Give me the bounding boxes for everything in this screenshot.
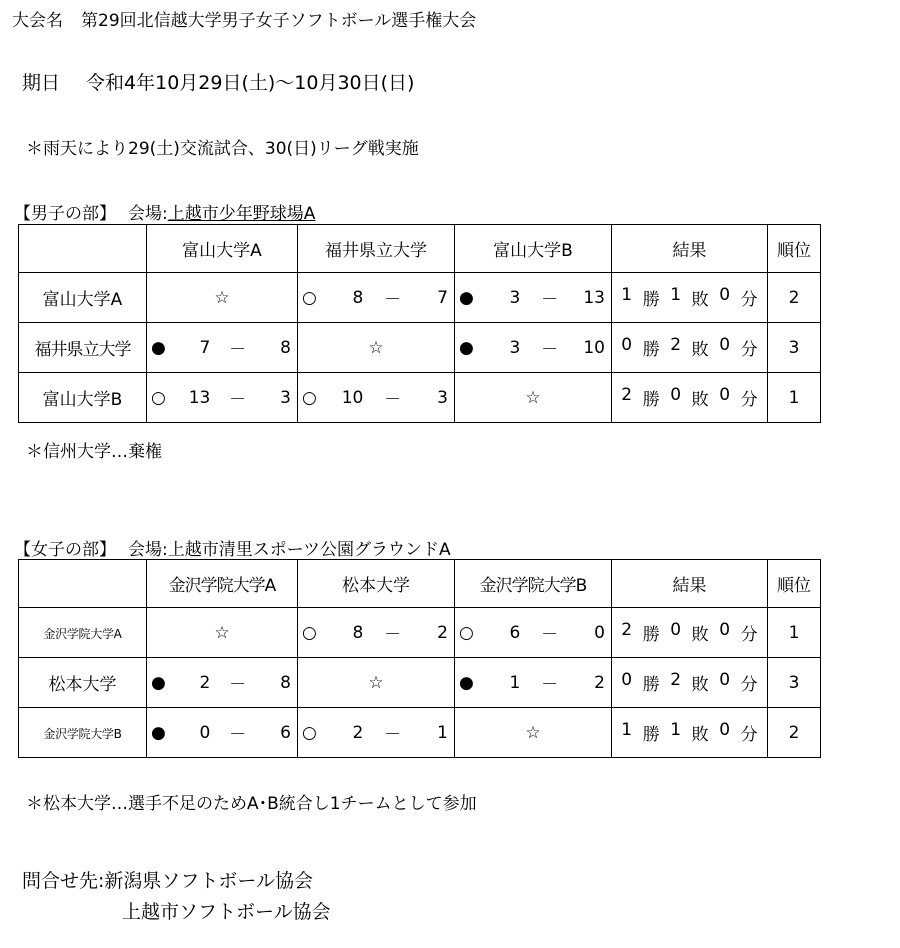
score-cell [455,323,612,373]
record-cell [612,323,768,373]
women-results-table [18,559,821,758]
win-mark-icon: ○ [302,622,317,643]
record [612,385,767,410]
rank: 3 [788,337,800,358]
team-name: 松本大学 [48,675,117,695]
score-opponent: 2 [437,622,448,643]
record-part: 敗 [691,675,709,695]
score-dash: － [229,340,247,360]
record [612,720,767,745]
score-opponent: 3 [437,387,448,408]
column-header [768,560,821,608]
column-header-label: 順位 [777,241,811,261]
record [612,620,767,645]
record-part: 0 [670,620,682,640]
record [612,285,767,310]
event-line [12,6,476,31]
record-cell [612,708,768,758]
star-icon: ☆ [368,337,384,358]
record-part: 2 [621,385,633,405]
score-opponent: 10 [583,337,605,358]
column-header-label: 結果 [672,241,707,261]
column-header [298,560,455,608]
record-part: 分 [740,340,758,360]
score-cell [147,373,298,423]
record-part: 0 [719,670,731,690]
women-venue-name: 上越市清里スポーツ公園グラウンドA [167,540,451,560]
self-match-cell [298,323,455,373]
men-venue-label: 会場: [128,204,168,224]
score [298,373,454,422]
rank-cell [768,323,821,373]
record-part: 0 [621,670,633,690]
column-header [768,225,821,273]
record-part: 分 [740,725,758,745]
team-name: 金沢学院大学B [43,726,122,741]
score [455,608,611,657]
team-name-cell [19,658,147,708]
score-opponent: 7 [437,287,448,308]
column-header [455,225,612,273]
score-opponent: 1 [437,722,448,743]
star-icon: ☆ [525,722,541,743]
men-footnote: ＊信州大学…棄権 [26,442,162,462]
score [298,708,454,757]
score-cell [298,373,455,423]
score-opponent: 0 [594,622,605,643]
score-cell [147,658,298,708]
score-dash: － [541,675,559,695]
team-name-cell [19,708,147,758]
table-row [19,323,821,373]
score-opponent: 2 [594,672,605,693]
record-part: 敗 [691,290,709,310]
rank: 1 [788,387,800,408]
corner-cell [19,225,147,273]
win-mark-icon: ○ [459,622,474,643]
table-row [19,373,821,423]
score [147,323,297,372]
column-header-label: 金沢学院大学B [479,576,587,596]
record-part: 分 [740,675,758,695]
rank: 3 [788,672,800,693]
rank-cell [768,373,821,423]
record-part: 0 [719,335,731,355]
table-row [19,658,821,708]
score-dash: － [384,625,402,645]
record-part: 0 [670,385,682,405]
record-part: 1 [670,285,682,305]
score-own: 1 [509,672,521,693]
win-mark-icon: ○ [302,287,317,308]
score-cell [147,323,298,373]
score [298,608,454,657]
score-own: 6 [509,622,521,643]
rank: 1 [788,622,800,643]
men-results-table [18,224,821,423]
column-header-label: 福井県立大学 [325,241,427,261]
women-footnote: ＊松本大学…選手不足のためA･B統合し1チームとして参加 [26,794,477,814]
event-label: 大会名 [12,11,63,31]
record-part: 2 [621,620,633,640]
men-section-heading [14,199,315,224]
score-dash: － [229,390,247,410]
women-venue-label: 会場: [128,540,168,560]
score-own: 3 [509,337,521,358]
team-name: 富山大学A [42,290,123,310]
team-name-cell [19,323,147,373]
record-part: 1 [621,720,633,740]
contact-org2: 上越市ソフトボール協会 [122,901,331,923]
contact-label: 問合せ先: [22,870,105,892]
record-cell [612,658,768,708]
score-own: 3 [509,287,521,308]
rank: 2 [788,287,800,308]
score [298,273,454,322]
score-own: 7 [199,337,211,358]
record-part: 敗 [691,340,709,360]
record-part: 敗 [691,725,709,745]
record-part: 敗 [691,625,709,645]
record-part: 分 [740,390,758,410]
score-opponent: 6 [280,722,291,743]
score-cell [455,658,612,708]
record-part: 勝 [642,340,660,360]
self-match-cell [147,608,298,658]
table-row [19,708,821,758]
record-part: 敗 [691,390,709,410]
star-icon: ☆ [214,287,230,308]
column-header [147,225,298,273]
score [147,658,297,707]
record-cell [612,608,768,658]
women-section-label: 【女子の部】 [14,540,116,560]
rain-note: ＊雨天により29(土)交流試合、30(日)リーグ戦実施 [26,139,419,159]
record-part: 0 [719,720,731,740]
column-header-label: 順位 [777,576,811,596]
date-line [22,68,414,95]
header-row [19,560,821,608]
score-dash: － [541,625,559,645]
record-cell [612,373,768,423]
star-icon: ☆ [214,622,230,643]
record-part: 1 [621,285,633,305]
win-mark-icon: ○ [151,387,166,408]
column-header-label: 結果 [672,576,707,596]
score [147,373,297,422]
score-cell [455,608,612,658]
team-name: 富山大学B [42,390,123,410]
score-dash: － [541,290,559,310]
team-name: 金沢学院大学A [43,626,122,641]
self-match-cell [298,658,455,708]
self-match-cell [147,273,298,323]
date-label: 期日 [22,72,61,94]
record-cell [612,273,768,323]
corner-cell [19,560,147,608]
loss-mark-icon: ● [151,337,166,358]
record-part: 勝 [642,625,660,645]
win-mark-icon: ○ [302,722,317,743]
score-own: 8 [352,287,364,308]
score [147,708,297,757]
star-icon: ☆ [368,672,384,693]
record-part: 勝 [642,390,660,410]
rank-cell [768,708,821,758]
rank-cell [768,658,821,708]
score-own: 10 [341,387,364,408]
self-match-cell [455,373,612,423]
score [455,658,611,707]
team-name-cell [19,373,147,423]
record-part: 分 [740,625,758,645]
loss-mark-icon: ● [459,672,474,693]
contact-org1: 新潟県ソフトボール協会 [104,870,314,892]
column-header [147,560,298,608]
score-own: 13 [188,387,211,408]
column-header [612,225,768,273]
loss-mark-icon: ● [151,722,166,743]
loss-mark-icon: ● [151,672,166,693]
record-part: 分 [740,290,758,310]
self-match-cell [455,708,612,758]
team-name-cell [19,273,147,323]
rank-cell [768,273,821,323]
column-header [455,560,612,608]
record-part: 0 [719,385,731,405]
column-header [298,225,455,273]
contact-line [22,866,313,893]
score-own: 2 [352,722,364,743]
column-header-label: 富山大学A [182,241,262,261]
score-opponent: 13 [583,287,605,308]
date-value: 令和4年10月29日(土)～10月30日(日) [86,72,415,94]
score [455,273,611,322]
score-cell [455,273,612,323]
score-cell [298,273,455,323]
record-part: 勝 [642,725,660,745]
record-part: 1 [670,720,682,740]
team-name-cell [19,608,147,658]
score-dash: － [384,390,402,410]
score-dash: － [541,340,559,360]
score-own: 0 [199,722,211,743]
win-mark-icon: ○ [302,387,317,408]
record-part: 勝 [642,675,660,695]
event-name: 第29回北信越大学男子女子ソフトボール選手権大会 [81,11,477,31]
team-name: 福井県立大学 [34,340,131,360]
record-part: 2 [670,670,682,690]
table-row [19,273,821,323]
men-venue-name: 上越市少年野球場A [167,204,316,224]
record-part: 勝 [642,290,660,310]
record-part: 0 [719,285,731,305]
loss-mark-icon: ● [459,287,474,308]
score-dash: － [384,290,402,310]
score-opponent: 8 [280,337,291,358]
score-dash: － [229,675,247,695]
score-cell [298,608,455,658]
record [612,335,767,360]
loss-mark-icon: ● [459,337,474,358]
column-header [612,560,768,608]
record [612,670,767,695]
score-dash: － [229,725,247,745]
record-part: 2 [670,335,682,355]
men-section-label: 【男子の部】 [14,204,116,224]
women-section-heading [14,535,451,560]
score-opponent: 8 [280,672,291,693]
column-header-label: 金沢学院大学A [168,576,276,596]
score-own: 8 [352,622,364,643]
star-icon: ☆ [525,387,541,408]
score-opponent: 3 [280,387,291,408]
rank: 2 [788,722,800,743]
score-cell [147,708,298,758]
record-part: 0 [621,335,633,355]
score-own: 2 [199,672,211,693]
score [455,323,611,372]
table-row [19,608,821,658]
column-header-label: 富山大学B [493,241,573,261]
header-row [19,225,821,273]
rank-cell [768,608,821,658]
column-header-label: 松本大学 [342,576,410,596]
score-cell [298,708,455,758]
record-part: 0 [719,620,731,640]
score-dash: － [384,725,402,745]
